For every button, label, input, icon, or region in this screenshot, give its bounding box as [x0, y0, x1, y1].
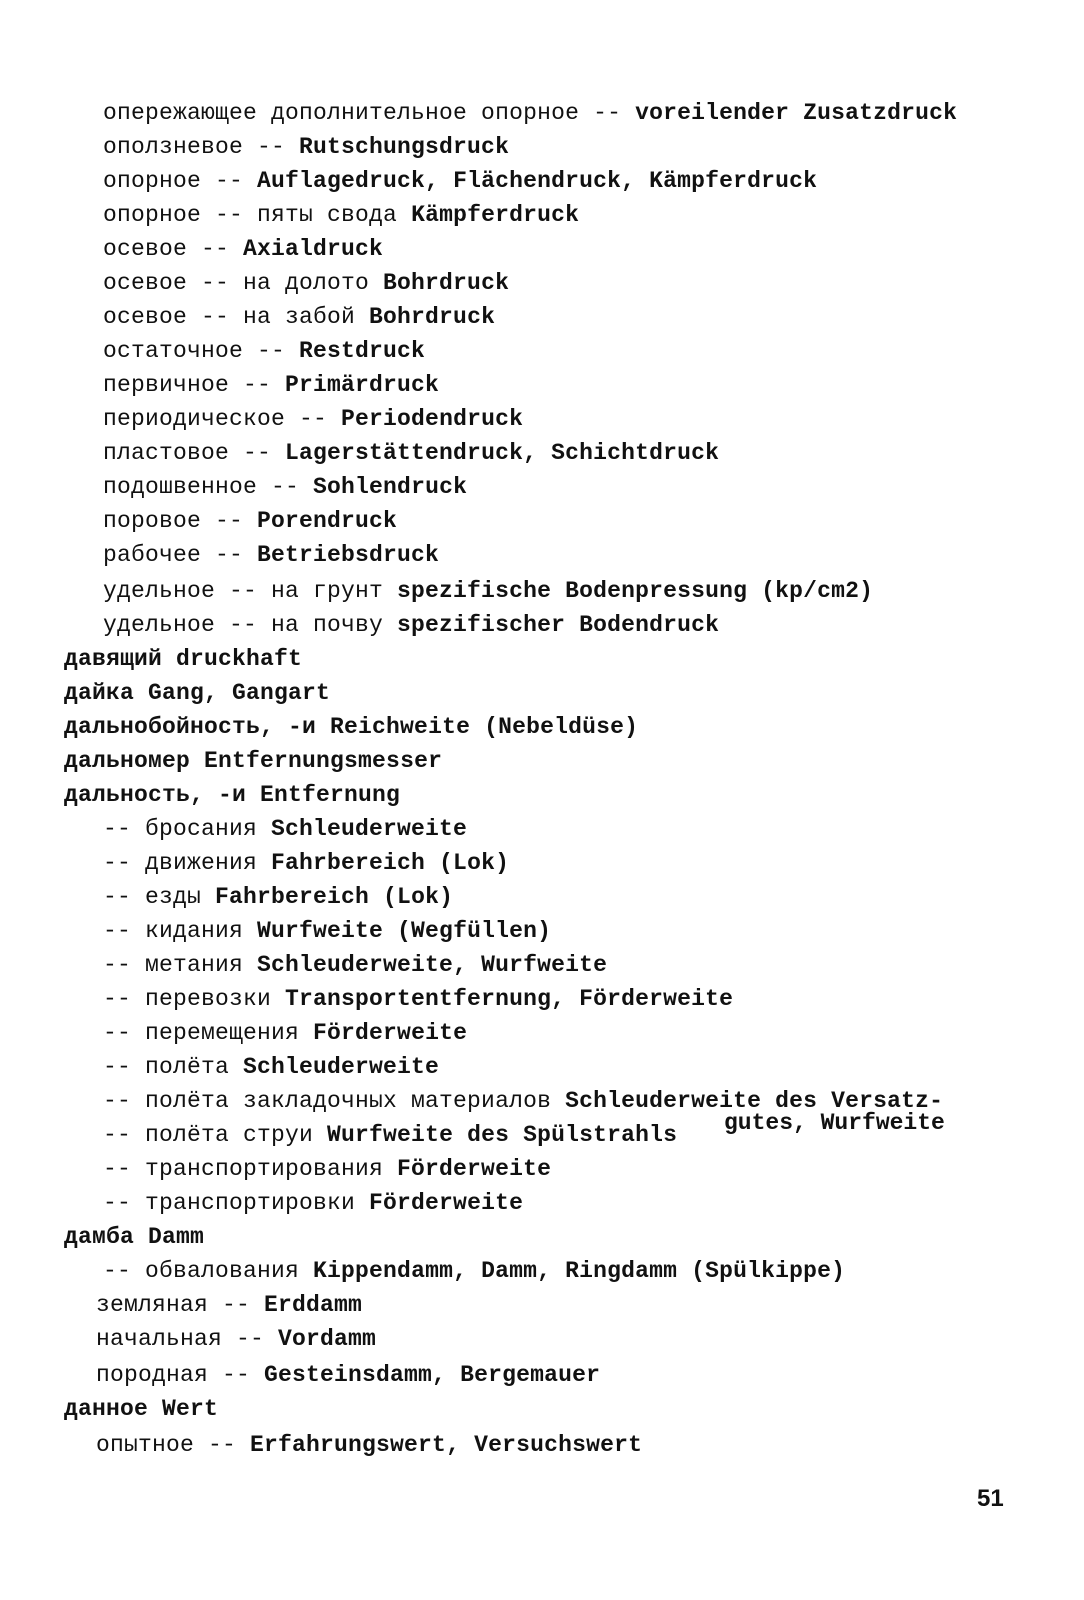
entry-term: осевое -- на забой: [103, 304, 356, 330]
entry-translation: Lagerstättendruck, Schichtdruck: [285, 440, 720, 466]
entry-line: [103, 1122, 677, 1148]
entry-translation: Schleuderweite des Versatz-: [565, 1088, 944, 1114]
entry-line: [103, 952, 607, 978]
entry-translation: Wert: [162, 1396, 219, 1422]
entry-line: [103, 986, 733, 1012]
headword-line: [64, 646, 302, 672]
entry-line: [103, 134, 509, 160]
entry-term: земляная --: [96, 1292, 251, 1318]
entry-term: -- перемещения: [103, 1020, 300, 1046]
entry-translation: Entfernung: [260, 782, 401, 808]
entry-line: [103, 1054, 439, 1080]
entry-translation: Fahrbereich (Lok): [271, 850, 510, 876]
entry-line: [103, 816, 467, 842]
entry-line: [96, 1326, 376, 1352]
entry-translation: spezifische Bodenpressung (kp/cm2): [397, 578, 874, 604]
entry-line: [103, 338, 425, 364]
entry-term: начальная --: [96, 1326, 265, 1352]
entry-term: породная --: [96, 1362, 251, 1388]
entry-line: [103, 372, 439, 398]
entry-term: удельное -- на грунт: [103, 578, 384, 604]
entry-term: -- полёта: [103, 1054, 230, 1080]
entry-term: оползневое --: [103, 134, 286, 160]
entry-line: [103, 1190, 523, 1216]
entry-term: периодическое --: [103, 406, 328, 432]
entry-term: опорное -- пяты свода: [103, 202, 398, 228]
entry-translation: Wurfweite (Wegfüllen): [257, 918, 552, 944]
entry-line: [103, 850, 509, 876]
entry-term: опытное --: [96, 1432, 237, 1458]
entry-line: [103, 474, 467, 500]
headword: дайка: [64, 680, 135, 706]
headword: дальномер: [64, 748, 191, 774]
page-number: 51: [977, 1485, 1004, 1512]
entry-line: [103, 304, 495, 330]
entry-term: -- метания: [103, 952, 244, 978]
entry-line: [96, 1362, 600, 1388]
entry-term: осевое --: [103, 236, 230, 262]
entry-term: опорное --: [103, 168, 244, 194]
entry-line: [103, 884, 453, 910]
entry-translation: Restdruck: [299, 338, 426, 364]
headword: дальнобойность, -и: [64, 714, 317, 740]
entry-term: осевое -- на долото: [103, 270, 370, 296]
entry-line: [103, 236, 383, 262]
entry-translation: voreilender Zusatzdruck: [635, 100, 958, 126]
entry-translation: Auflagedruck, Flächendruck, Kämpferdruck: [257, 168, 818, 194]
entry-line: [103, 168, 817, 194]
entry-line: [96, 1432, 642, 1458]
entry-translation: Kämpferdruck: [411, 202, 580, 228]
entry-term: -- езды: [103, 884, 202, 910]
entry-translation: Vordamm: [278, 1326, 377, 1352]
entry-line: [103, 1156, 551, 1182]
entry-term: удельное -- на почву: [103, 612, 384, 638]
entry-line: [103, 918, 551, 944]
entry-line: [103, 406, 523, 432]
entry-translation: Damm: [148, 1224, 205, 1250]
entry-term: -- кидания: [103, 918, 244, 944]
entry-term: опережающее дополнительное опорное --: [103, 100, 622, 126]
entry-translation: Kippendamm, Damm, Ringdamm (Spülkippe): [313, 1258, 846, 1284]
entry-line: [103, 440, 719, 466]
entry-translation: Schleuderweite: [243, 1054, 440, 1080]
entry-term: поровое --: [103, 508, 244, 534]
entry-translation: Gesteinsdamm, Bergemauer: [264, 1362, 601, 1388]
entry-term: -- полёта струи: [103, 1122, 314, 1148]
continuation-text: gutes, Wurfweite: [724, 1110, 945, 1136]
entry-translation: Entfernungsmesser: [204, 748, 443, 774]
headword: давящий: [64, 646, 163, 672]
entry-translation: Periodendruck: [341, 406, 524, 432]
entry-term: -- обвалования: [103, 1258, 300, 1284]
entry-translation: Sohlendruck: [313, 474, 468, 500]
entry-translation: Schleuderweite: [271, 816, 468, 842]
entry-term: первичное --: [103, 372, 272, 398]
headword: дамба: [64, 1224, 135, 1250]
entry-term: подошвенное --: [103, 474, 300, 500]
entry-translation: druckhaft: [176, 646, 303, 672]
entry-translation: Gang, Gangart: [148, 680, 331, 706]
headword: данное: [64, 1396, 149, 1422]
entry-line: [103, 542, 439, 568]
entry-translation: Förderweite: [397, 1156, 552, 1182]
entry-translation: Erddamm: [264, 1292, 363, 1318]
entry-line: [103, 1020, 467, 1046]
entry-translation: Förderweite: [369, 1190, 524, 1216]
entry-translation: Betriebsdruck: [257, 542, 440, 568]
entry-term: рабочее --: [103, 542, 244, 568]
entry-line: [96, 1292, 362, 1318]
entry-translation: Primärdruck: [285, 372, 440, 398]
headword-line: [64, 748, 442, 774]
headword-line: [64, 1224, 204, 1250]
headword-line: [64, 782, 400, 808]
entry-term: -- перевозки: [103, 986, 272, 1012]
headword-line: [64, 680, 330, 706]
entry-line: [103, 270, 509, 296]
entry-term: -- транспортировки: [103, 1190, 356, 1216]
headword-line: [64, 1396, 218, 1422]
entry-translation: Rutschungsdruck: [299, 134, 510, 160]
entry-line: [103, 202, 579, 228]
entry-translation: Bohrdruck: [383, 270, 510, 296]
entry-translation: Transportentfernung, Förderweite: [285, 986, 734, 1012]
entry-translation: Schleuderweite, Wurfweite: [257, 952, 608, 978]
headword: дальность, -и: [64, 782, 247, 808]
entry-translation: Porendruck: [257, 508, 398, 534]
entry-translation: Axialdruck: [243, 236, 384, 262]
entry-translation: Wurfweite des Spülstrahls: [327, 1122, 678, 1148]
entry-translation: Erfahrungswert, Versuchswert: [250, 1432, 643, 1458]
entry-translation: Förderweite: [313, 1020, 468, 1046]
entry-translation: Fahrbereich (Lok): [215, 884, 454, 910]
entry-term: -- полёта закладочных материалов: [103, 1088, 552, 1114]
entry-term: -- транспортирования: [103, 1156, 384, 1182]
entry-line: [103, 578, 873, 604]
entry-term: остаточное --: [103, 338, 286, 364]
entry-line: [103, 612, 719, 638]
entry-translation: spezifischer Bodendruck: [397, 612, 720, 638]
entry-translation: Reichweite (Nebeldüse): [330, 714, 639, 740]
entry-line: [103, 1258, 845, 1284]
entry-line: [103, 100, 957, 126]
entry-term: -- бросания: [103, 816, 258, 842]
headword-line: [64, 714, 638, 740]
entry-term: -- движения: [103, 850, 258, 876]
entry-term: пластовое --: [103, 440, 272, 466]
entry-translation: Bohrdruck: [369, 304, 496, 330]
entry-line: [103, 508, 397, 534]
